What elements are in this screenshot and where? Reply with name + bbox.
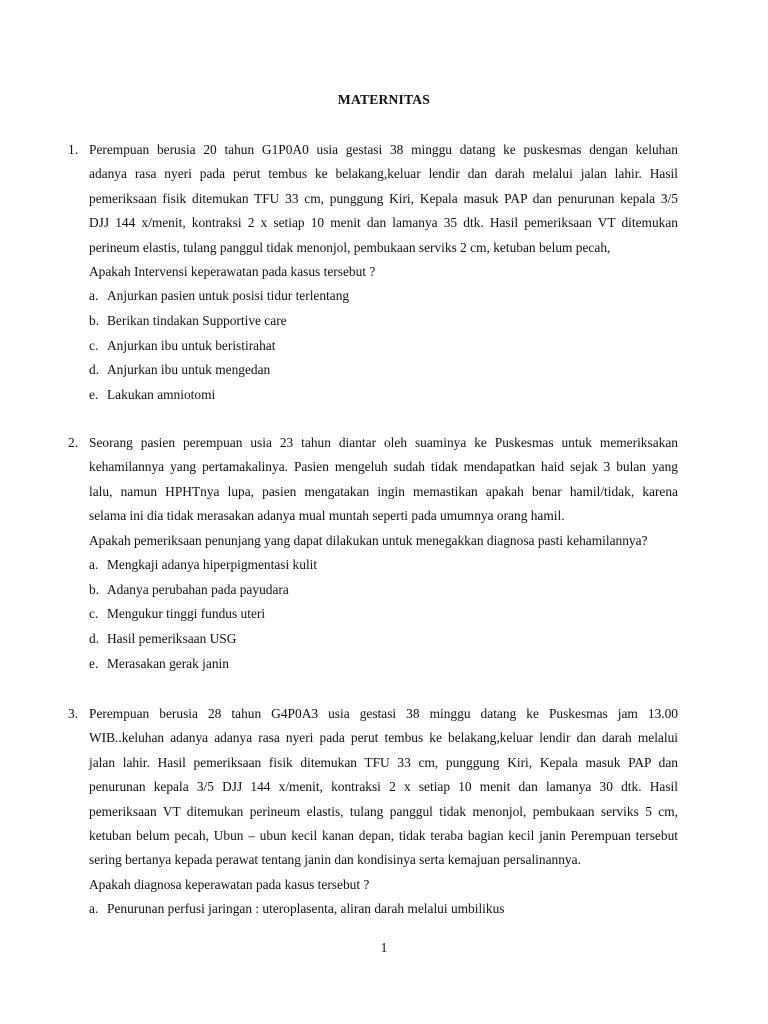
option-a xyxy=(89,553,678,578)
option-list xyxy=(89,284,678,407)
option-letter: a. xyxy=(89,901,99,917)
question-number: 1. xyxy=(68,142,79,157)
question-3 xyxy=(68,702,678,922)
question-text-line: Perempuan berusia 28 tahun G4P0A3 usia gestasi 38 minggu datang ke Puskesmas jam 13.00 xyxy=(89,706,678,721)
option-a xyxy=(89,897,678,922)
option-d xyxy=(89,627,678,652)
option-text: Adanya perubahan pada payudara xyxy=(107,581,289,597)
option-text: Hasil pemeriksaan USG xyxy=(107,631,237,647)
option-c xyxy=(89,602,678,627)
option-letter: c. xyxy=(89,337,99,353)
option-list xyxy=(89,897,678,922)
question-text-line: perineum elastis, tulang panggul tidak menonjol, pembukaan serviks 2 cm, ketuban belum pecah, xyxy=(89,239,611,255)
option-letter: b. xyxy=(89,581,100,597)
question-prompt: Apakah Intervensi keperawatan pada kasus tersebut ? xyxy=(89,263,376,279)
option-text: Anjurkan ibu untuk mengedan xyxy=(107,362,271,378)
question-number: 3. xyxy=(68,706,79,721)
question-text-line: Perempuan berusia 20 tahun G1P0A0 usia gestasi 38 minggu datang ke puskesmas dengan keluhan xyxy=(89,142,678,157)
option-c xyxy=(89,334,678,359)
option-text: Mengukur tinggi fundus uteri xyxy=(107,606,266,622)
page-title: MATERNITAS xyxy=(337,92,431,107)
question-text-line: selama ini dia tidak merasakan adanya mual muntah seperti pada umumnya orang hamil. xyxy=(89,508,565,524)
question-text-line: kehamilannya yang pertamakalinya. Pasien mengeluh sudah tidak mendapatkan haid sejak 3 bulan yang xyxy=(89,459,678,475)
option-letter: d. xyxy=(89,631,100,647)
option-letter: c. xyxy=(89,606,99,622)
question-prompt: Apakah pemeriksaan penunjang yang dapat dilakukan untuk menegakkan diagnosa pasti kehamilannya? xyxy=(89,532,648,548)
page-number: 1 xyxy=(380,940,388,955)
option-e xyxy=(89,652,678,677)
question-2 xyxy=(68,431,678,676)
question-text-line: jalan lahir. Hasil pemeriksaan fisik ditemukan TFU 33 cm, punggung Kiri, Kepala masuk PAP dan xyxy=(89,754,678,770)
option-b xyxy=(89,309,678,334)
option-b xyxy=(89,578,678,603)
option-text: Berikan tindakan Supportive care xyxy=(107,313,287,329)
option-letter: a. xyxy=(89,288,99,304)
question-text-line: pemeriksaan VT ditemukan perineum elastis, tulang panggul tidak menonjol, pembukaan serviks 5 cm, xyxy=(89,803,678,819)
option-letter: e. xyxy=(89,387,99,403)
question-text-line: Seorang pasien perempuan usia 23 tahun diantar oleh suaminya ke Puskesmas untuk memeriksakan xyxy=(89,435,678,450)
option-letter: d. xyxy=(89,362,100,378)
question-1 xyxy=(68,138,678,408)
question-body xyxy=(89,702,678,922)
question-text-line: ketuban belum pecah, Ubun – ubun kecil kanan depan, tidak teraba bagian kecil janin Perempuan tersebut xyxy=(89,827,678,843)
question-text-line: DJJ 144 x/menit, kontraksi 2 x setiap 10 menit dan lamanya 35 dtk. Hasil pemeriksaan VT ditemukan xyxy=(89,215,678,231)
question-body xyxy=(89,138,678,408)
option-d xyxy=(89,358,678,383)
option-a xyxy=(89,284,678,309)
option-letter: e. xyxy=(89,655,99,671)
question-text-line: WIB..keluhan adanya adanya rasa nyeri pada perut tembus ke belakang,keluar lendir dan darah melalui xyxy=(89,730,678,746)
question-number: 2. xyxy=(68,435,79,450)
question-body xyxy=(89,431,678,676)
option-letter: a. xyxy=(89,556,99,572)
question-text-line: pemeriksaan fisik ditemukan TFU 33 cm, punggung Kiri, Kepala masuk PAP dan penurunan kepala 3/5 xyxy=(89,190,678,206)
option-e xyxy=(89,383,678,408)
option-text: Lakukan amniotomi xyxy=(107,387,216,403)
option-text: Anjurkan pasien untuk posisi tidur terlentang xyxy=(107,288,350,304)
option-letter: b. xyxy=(89,313,100,329)
option-text: Penurunan perfusi jaringan : uteroplasenta, aliran darah melalui umbilikus xyxy=(107,901,505,917)
option-text: Anjurkan ibu untuk beristirahat xyxy=(107,337,276,353)
question-text-line: sering bertanya kepada perawat tentang janin dan kondisinya serta kemajuan persalinannya. xyxy=(89,852,581,868)
option-text: Merasakan gerak janin xyxy=(107,655,229,671)
option-text: Mengkaji adanya hiperpigmentasi kulit xyxy=(107,556,318,572)
option-list xyxy=(89,553,678,676)
question-prompt: Apakah diagnosa keperawatan pada kasus tersebut ? xyxy=(89,876,370,892)
question-text-line: lalu, namun HPHTnya lupa, pasien mengatakan ingin memastikan apakah benar hamil/tidak, karena xyxy=(89,483,678,499)
question-text-line: penurunan kepala 3/5 DJJ 144 x/menit, kontraksi 2 x setiap 10 menit dan lamanya 30 dtk. Hasil xyxy=(89,779,678,795)
question-text-line: adanya rasa nyeri pada perut tembus ke belakang,keluar lendir dan darah melalui jalan lahir. Hasil xyxy=(89,166,678,182)
